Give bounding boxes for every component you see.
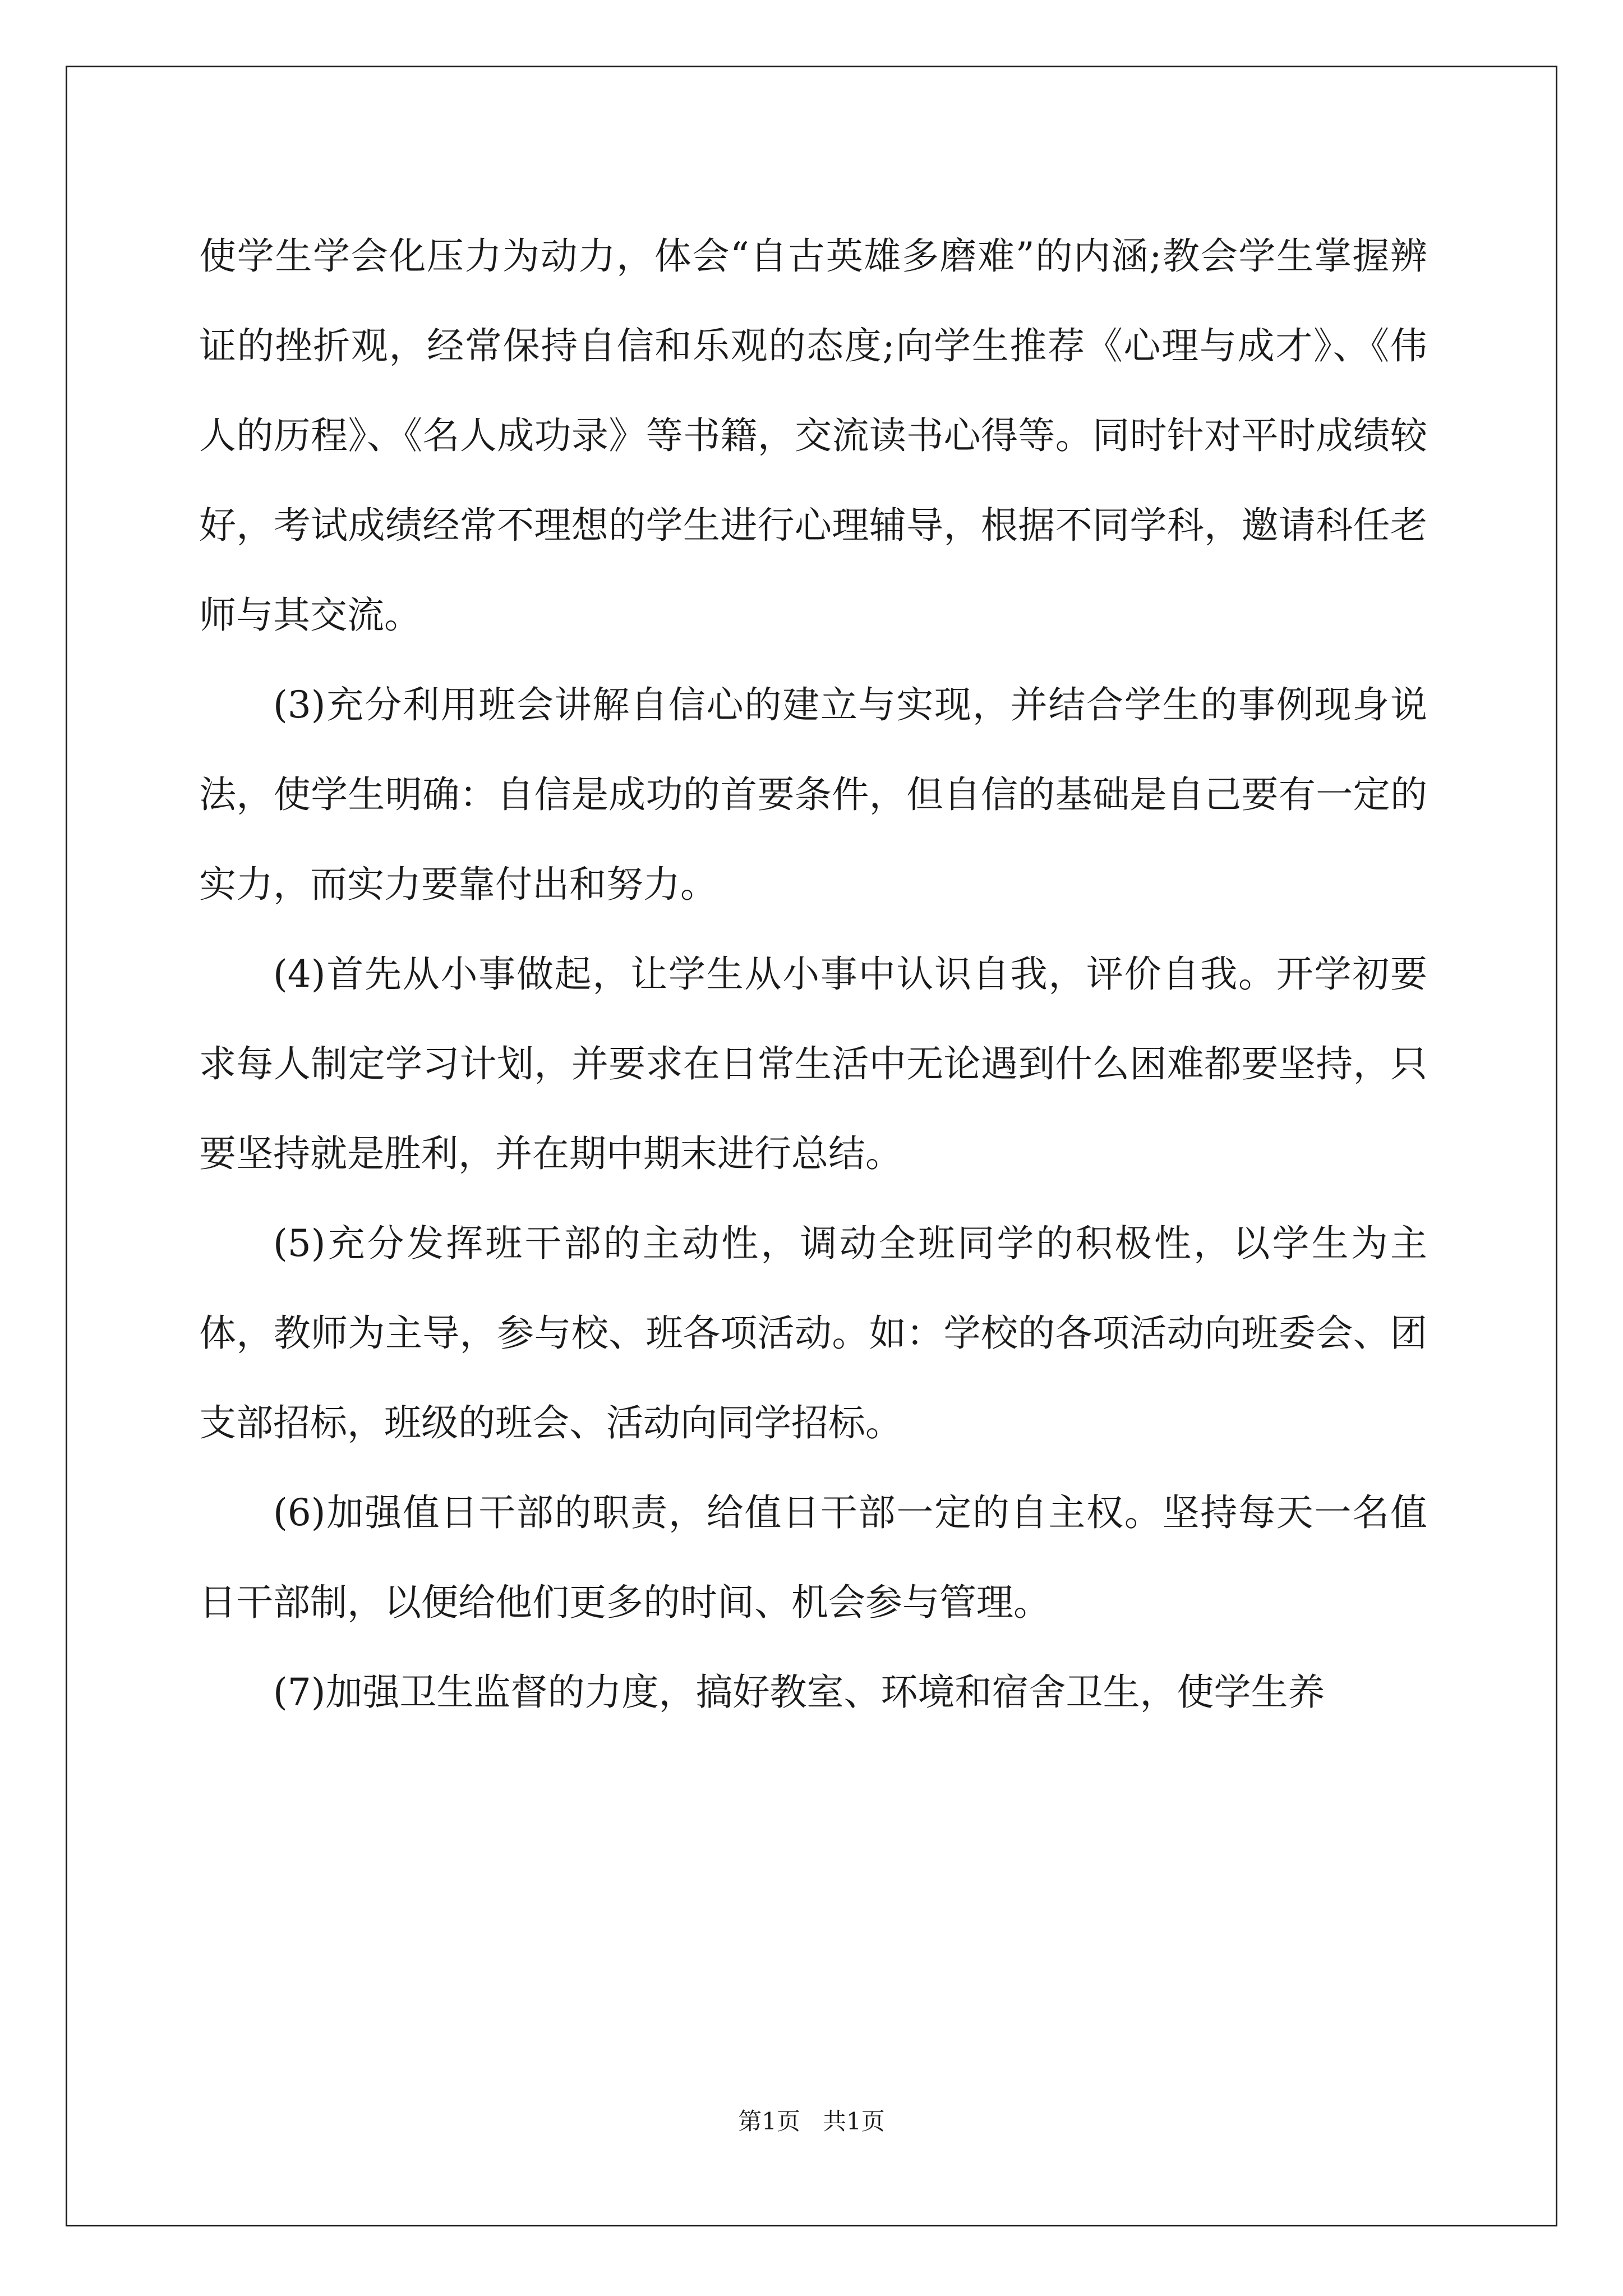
paragraph-6: (7)加强卫生监督的力度，搞好教室、环境和宿舍卫生，使学生养 — [273, 1671, 1325, 1714]
document-body — [199, 211, 1427, 1737]
page-number-footer: 第1页 共1页 — [738, 2108, 885, 2135]
paragraph-2: (3)充分利用班会讲解自信心的建立与实现，并结合学生的事例现身说法，使学生明确：自信是成功的首要条件，但自信的基础是自己要有一定的实力，而实力要靠付出和努力。 — [199, 683, 1427, 906]
paragraph-3: (4)首先从小事做起，让学生从小事中认识自我，评价自我。开学初要求每人制定学习计划，并要求在日常生活中无论遇到什么困难都要坚持，只要坚持就是胜利，并在期中期末进行总结。 — [199, 953, 1427, 1175]
paragraph-5: (6)加强值日干部的职责，给值日干部一定的自主权。坚持每天一名值日干部制，以便给他们更多的时间、机会参与管理。 — [199, 1491, 1427, 1624]
paragraph-4: (5)充分发挥班干部的主动性，调动全班同学的积极性，以学生为主体，教师为主导，参与校、班各项活动。如：学校的各项活动向班委会、团支部招标，班级的班会、活动向同学招标。 — [199, 1222, 1427, 1444]
paragraph-1: 使学生学会化压力为动力，体会“自古英雄多磨难”的内涵;教会学生掌握辨证的挫折观，经常保持自信和乐观的态度;向学生推荐《心理与成才》、《伟人的历程》、《名人成功录》等书籍，交流读书心得等。同时针对平时成绩较好，考试成绩经常不理想的学生进行心理辅导，根据不同学科，邀请科任老师与其交流。 — [199, 234, 1427, 637]
